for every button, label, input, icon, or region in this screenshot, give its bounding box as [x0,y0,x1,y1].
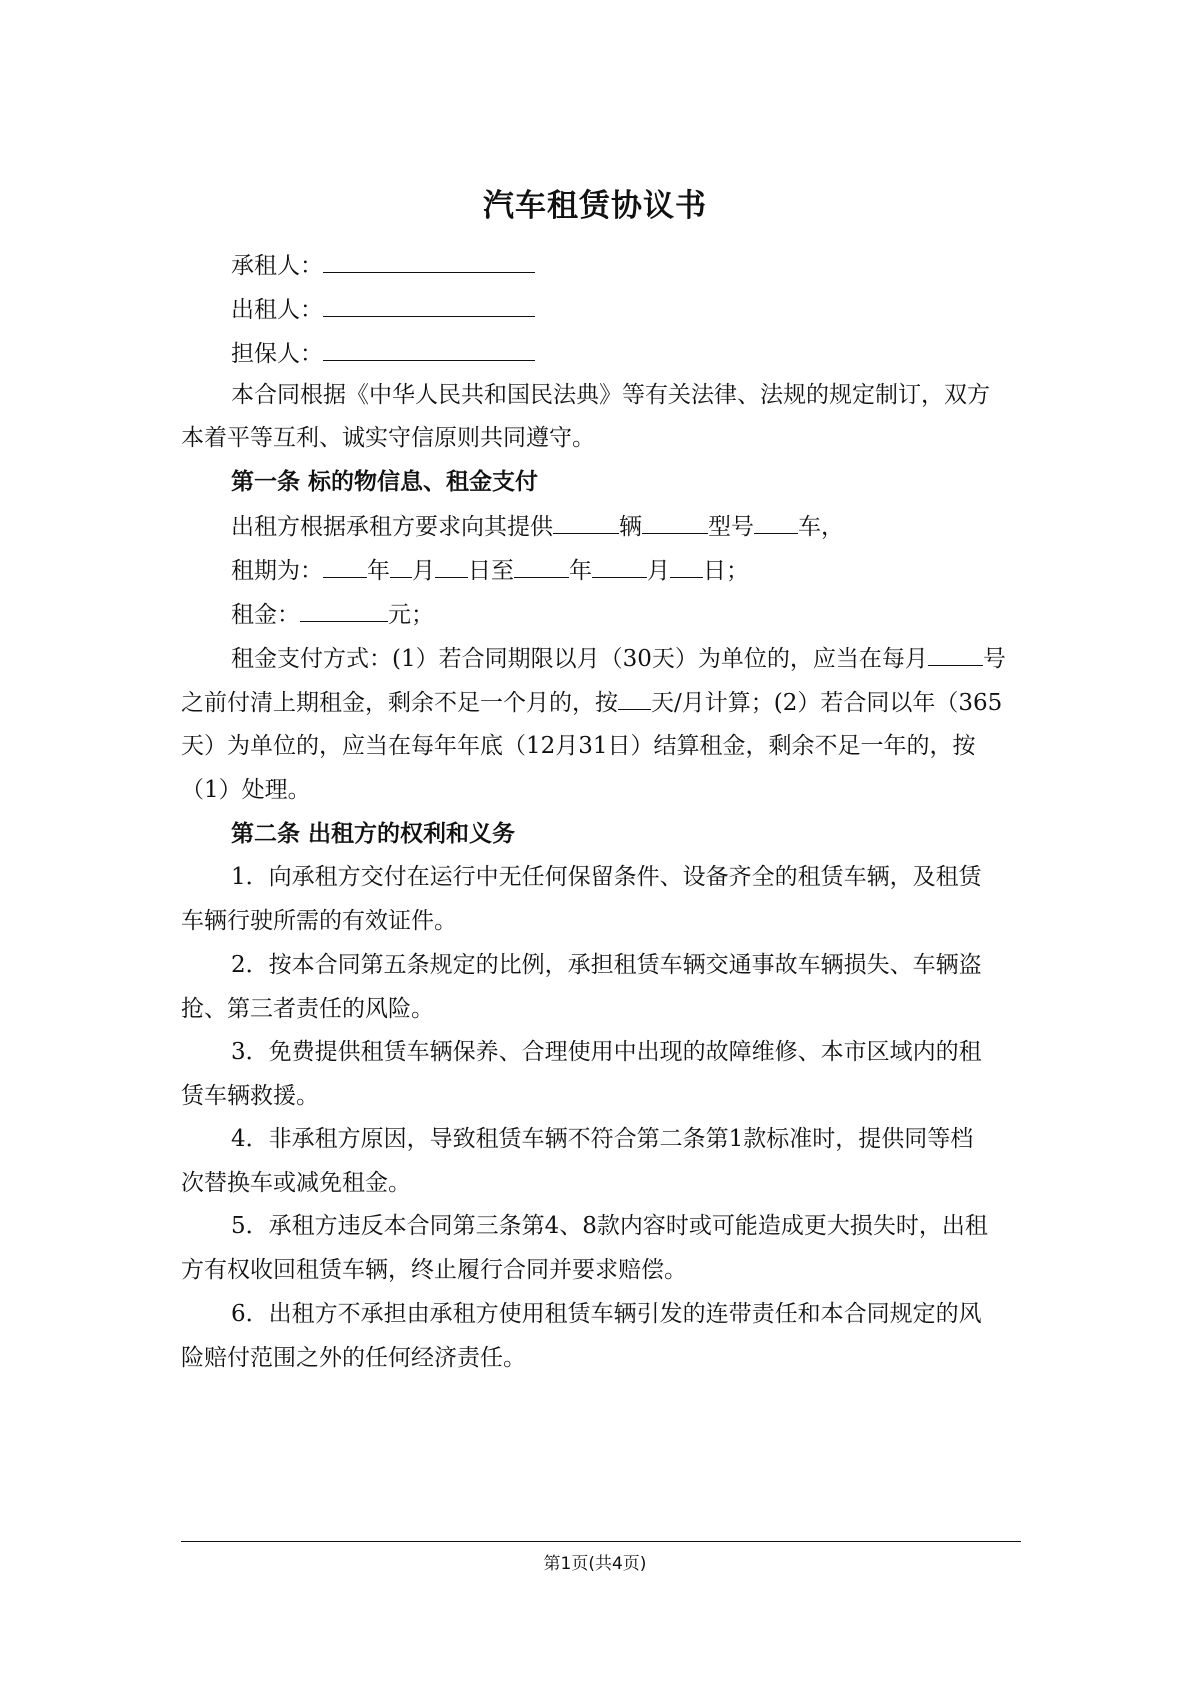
article1-heading: 第一条 标的物信息、租金支付 [231,469,539,495]
article2-line: 险赔付范围之外的任何经济责任。 [181,1345,526,1371]
article2-line: 3．免费提供租赁车辆保养、合理使用中出现的故障维修、本市区域内的租 [231,1039,982,1065]
party-guarantor-label: 担保人： [231,341,323,367]
term-end-year-blank [514,555,569,578]
payment-line-1 [231,643,1071,674]
article2-line: 车辆行驶所需的有效证件。 [181,908,457,934]
payment-text-2b: 天/月计算；(2）若合同以年（365 [651,690,1003,716]
article2-line: 2．按本合同第五条规定的比例，承担租赁车辆交通事故车辆损失、车辆盗 [231,952,982,978]
term-year-2: 年 [569,558,592,584]
payment-line-3: 天）为单位的，应当在每年年底（12月31日）结算租金，剩余不足一年的，按 [181,733,976,759]
payment-text-2a: 之前付清上期租金，剩余不足一个月的，按 [181,690,618,716]
article2-line: 4．非承租方原因，导致租赁车辆不符合第二条第1款标准时，提供同等档 [231,1126,974,1152]
rent-amount-blank [300,599,388,622]
term-start-month-blank [390,555,412,578]
article2-line: 抢、第三者责任的风险。 [181,996,434,1022]
term-label: 租期为： [231,558,323,584]
preamble-line-2: 本着平等互利、诚实守信原则共同遵守。 [181,425,595,451]
term-day-end: 日； [703,558,749,584]
party-lessee-label: 承租人： [231,253,323,279]
party-lessee [231,250,1071,281]
payment-text-1b: 号 [982,646,1006,672]
article1-term [231,555,1071,586]
article2-line: 6．出租方不承担由承租方使用租赁车辆引发的连带责任和本合同规定的风 [231,1301,982,1327]
article2-line: 1．向承租方交付在运行中无任何保留条件、设备齐全的租赁车辆，及租赁 [231,864,982,890]
article1-supply [231,511,1071,542]
article2-line: 次替换车或减免租金。 [181,1170,411,1196]
term-year-1: 年 [367,558,390,584]
article2-line: 赁车辆救援。 [181,1083,319,1109]
term-start-day-blank [435,555,468,578]
page-number: 第1页(共4页) [543,1554,647,1574]
payment-line-2 [181,687,1021,718]
supply-qty-blank [553,511,619,534]
party-guarantor-blank [323,338,535,361]
payment-day-blank [928,643,983,666]
supply-model-blank [642,511,708,534]
term-start-year-blank [323,555,367,578]
article2-line: 方有权收回租赁车辆，终止履行合同并要求赔偿。 [181,1257,687,1283]
payment-text-1a: 租金支付方式：(1）若合同期限以月（30天）为单位的，应当在每月 [231,646,928,672]
party-lessor [231,294,1071,325]
term-end-month-blank [592,555,647,578]
footer-divider [181,1541,1021,1542]
article1-rent [231,599,1071,630]
rent-unit: 元； [388,602,434,628]
article2-line: 5．承租方违反本合同第三条第4、8款内容时或可能造成更大损失时，出租 [231,1213,988,1239]
supply-type-blank [754,511,798,534]
preamble-line-1: 本合同根据《中华人民共和国民法典》等有关法律、法规的规定制订，双方 [231,382,990,408]
document-title: 汽车租赁协议书 [483,188,707,224]
article2-heading: 第二条 出租方的权利和义务 [231,821,516,847]
party-lessor-label: 出租人： [231,297,323,323]
term-end-day-blank [670,555,703,578]
payment-line-4: （1）处理。 [181,777,311,803]
party-guarantor [231,338,1071,369]
term-day-to: 日至 [468,558,514,584]
supply-text-4: 车， [798,514,844,540]
rent-label: 租金： [231,602,300,628]
supply-text-3: 型号 [708,514,754,540]
supply-text-1: 出租方根据承租方要求向其提供 [231,514,553,540]
party-lessor-blank [323,294,535,317]
term-month-2: 月 [647,558,670,584]
party-lessee-blank [323,250,535,273]
term-month-1: 月 [412,558,435,584]
supply-text-2: 辆 [619,514,642,540]
payment-days-blank [618,687,651,710]
